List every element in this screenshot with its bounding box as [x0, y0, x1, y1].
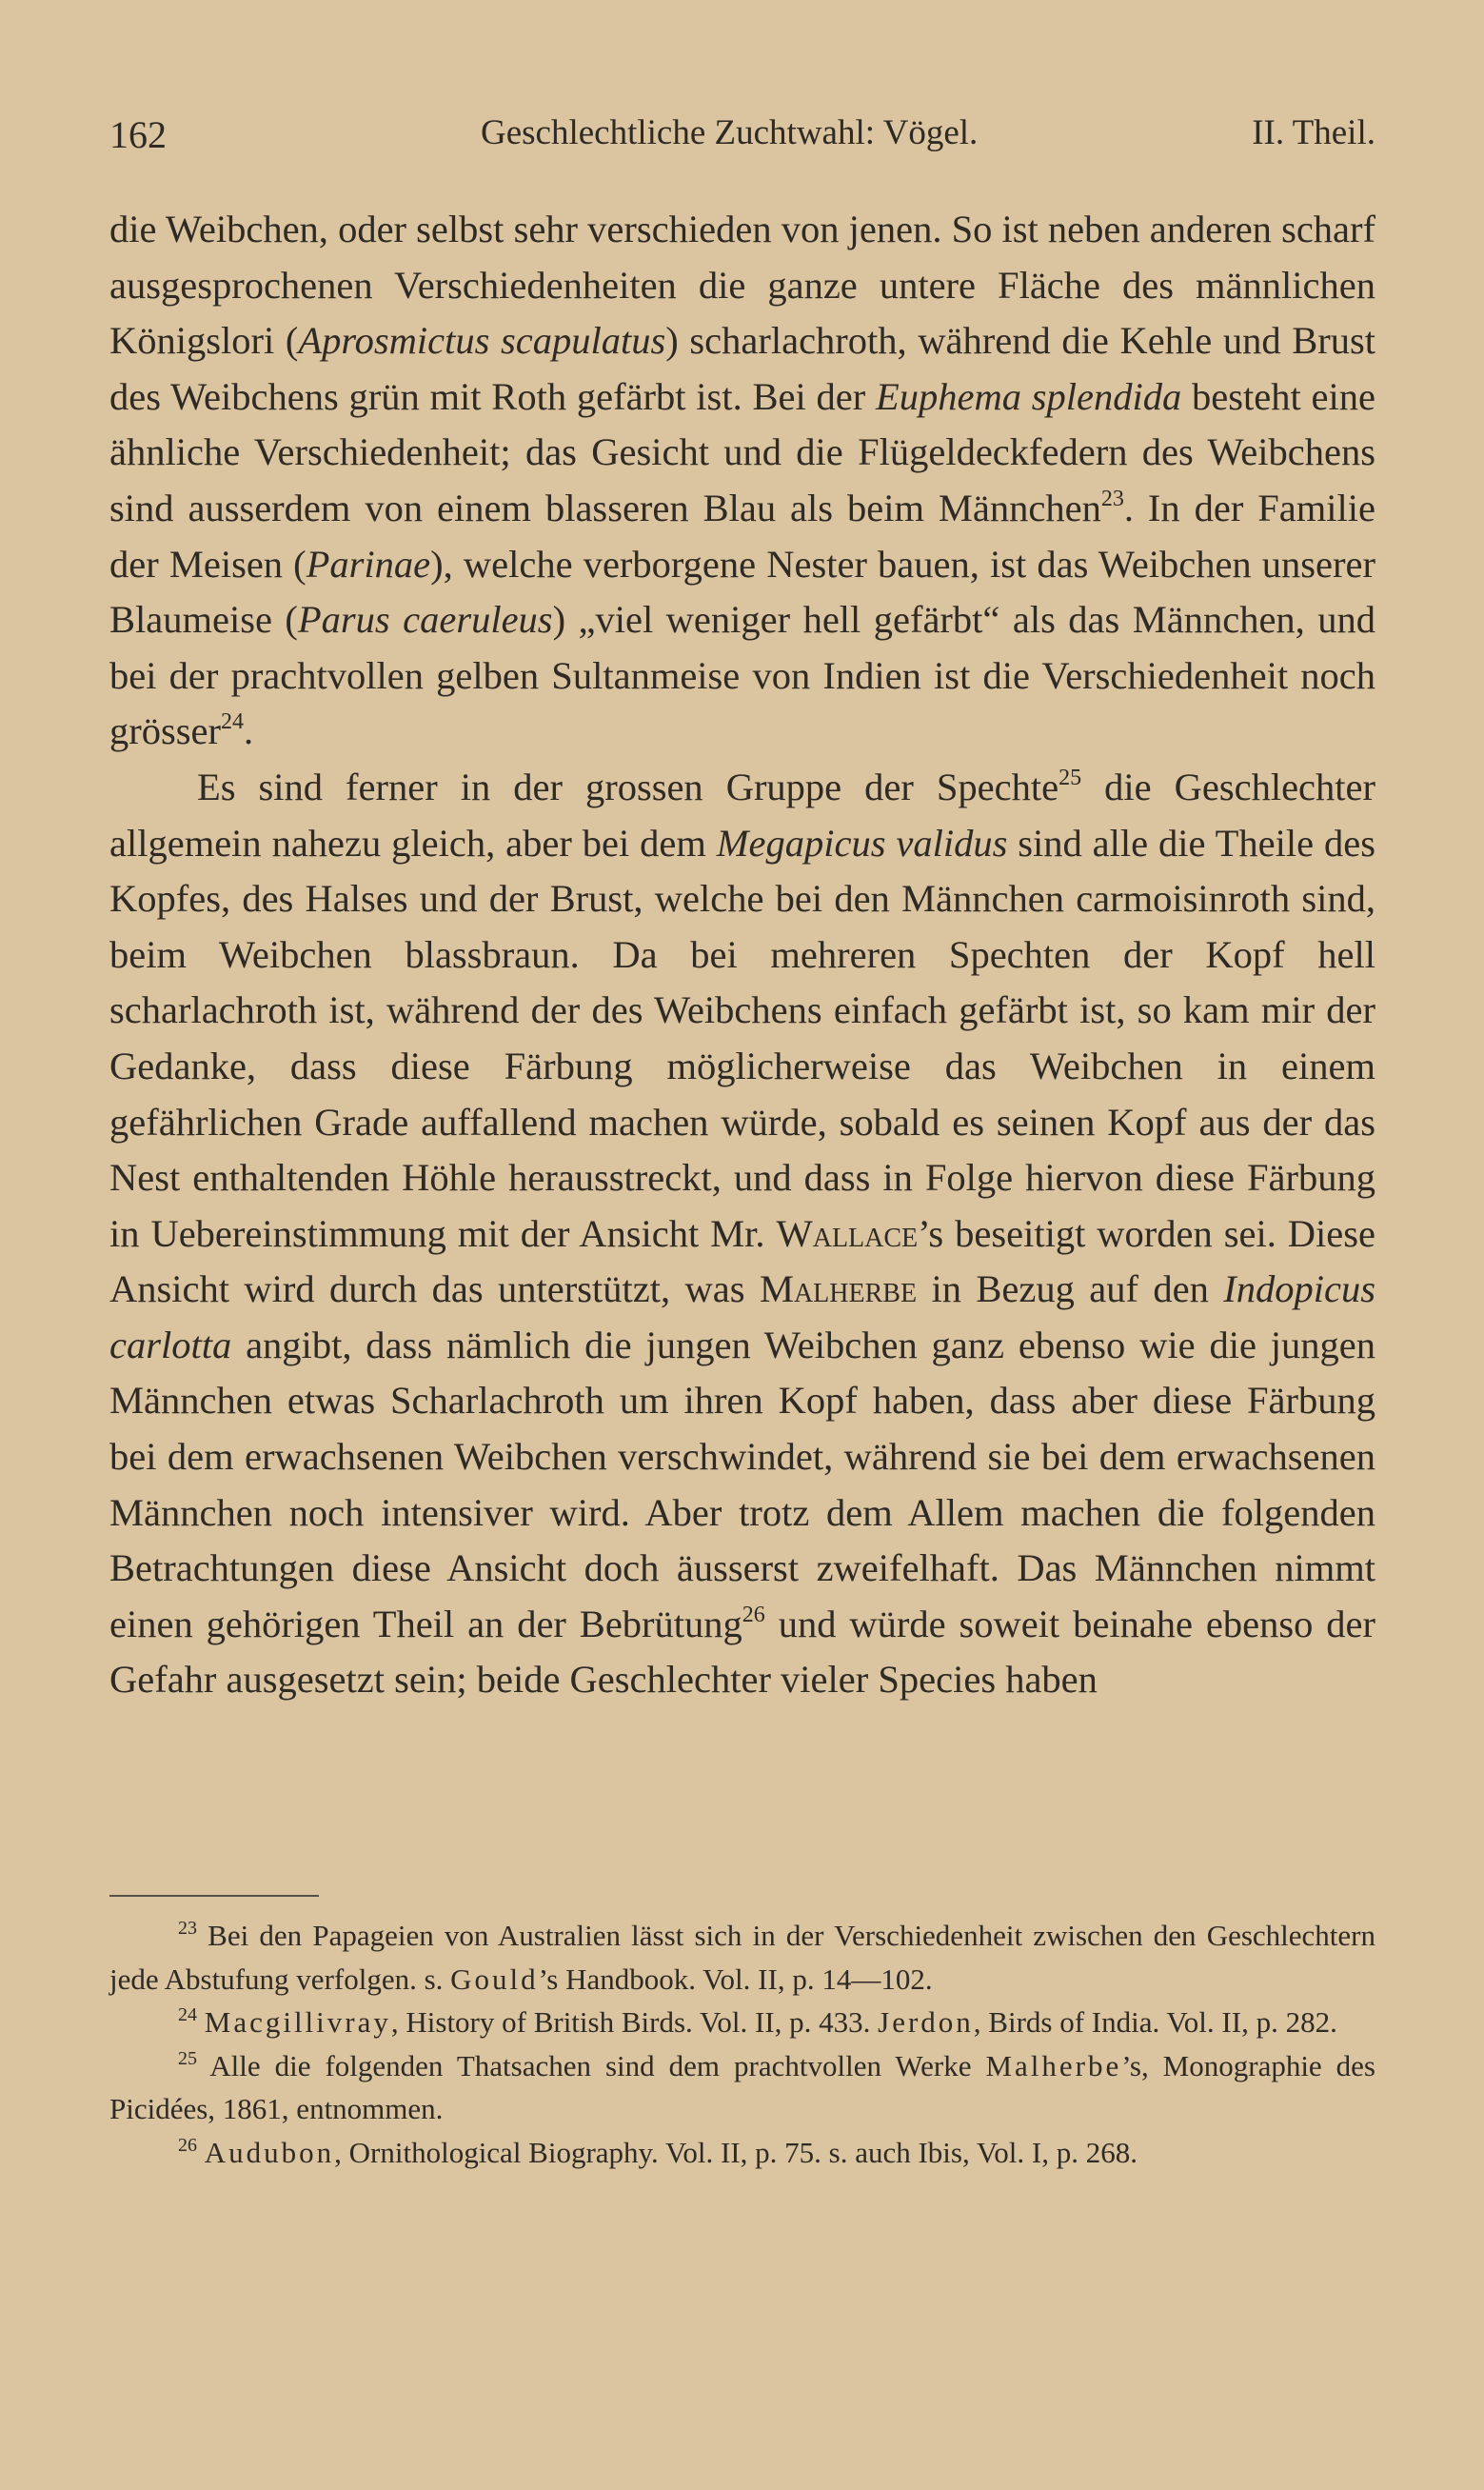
text-run: Es sind ferner in der grossen Gruppe der Spechte: [197, 765, 1059, 808]
text-run: und würde soweit beinahe ebenso der Gefahr ausgesetzt sein; beide Geschlechter vieler Species haben: [109, 1602, 1375, 1702]
text-run: die Weibchen, oder selbst sehr verschieden von jenen. So ist neben anderen scharf ausgesprochenen Verschiedenheiten die ganze untere Fläche des männlichen Königslori (: [109, 208, 1375, 363]
text-run: Alle die folgenden Thatsachen sind dem prachtvollen Werke: [197, 2048, 986, 2082]
footnote-number: 24: [178, 2004, 197, 2025]
footnote-ref-25: 25: [1059, 765, 1082, 790]
species-name: Megapicus validus: [716, 821, 1008, 865]
text-run: ), welche verborgene Nester bauen, ist das Weibchen unserer Blaumeise (: [109, 542, 1375, 642]
text-run: ) scharlachroth, während die Kehle und Brust des Weibchens grün mit Roth gefärbt ist. Bei der: [109, 319, 1375, 418]
footnote-number: 26: [178, 2134, 197, 2156]
footnote-number: 25: [178, 2047, 197, 2069]
page-number: 162: [109, 113, 167, 156]
text-run: in Bezug auf den: [917, 1267, 1224, 1311]
author-name: Jerdon: [878, 2005, 974, 2039]
footnote-24: [109, 2001, 1375, 2044]
species-name: Euphema splendida: [876, 374, 1182, 418]
text-run: , History of British Birds. Vol. II, p. 433.: [390, 2005, 879, 2039]
text-run: , Ornithological Biography. Vol. II, p. 75. s. auch Ibis, Vol. I, p. 268.: [334, 2135, 1138, 2169]
text-run: Bei den Papageien von Australien lässt sich in der Verschiedenheit zwischen den Geschlechtern jede Abstufung verfolgen. s.: [109, 1919, 1375, 1996]
footnote-ref-24: 24: [220, 709, 244, 735]
author-name: Audubon: [204, 2135, 335, 2169]
text-run: angibt, dass nämlich die jungen Weibchen ganz ebenso wie die jungen Männchen etwas Scharlachroth um ihren Kopf haben, dass aber diese Färbung bei dem erwachsenen Weibchen verschwindet, während sie bei dem erwachsenen Männchen noch intensiver wird. Aber trotz dem Allem machen die folgenden Betrachtungen diese Ansicht doch äusserst zweifelhaft. Das Männchen nimmt einen gehörigen Theil an der Bebrütung: [109, 1323, 1375, 1645]
author-name: Gould: [450, 1962, 539, 1996]
author-name: Malherbe: [985, 2048, 1122, 2082]
species-name: Parus caeruleus: [297, 598, 553, 642]
author-name: Macgillivray: [204, 2005, 391, 2039]
text-run: die Geschlechter allgemein nahezu gleich, aber bei dem: [109, 765, 1375, 865]
footnote-ref-23: 23: [1100, 486, 1124, 511]
main-text: [109, 202, 1375, 1708]
text-run: besteht eine ähnliche Verschiedenheit; das Gesicht und die Flügeldeckfedern des Weibchens sind ausserdem von einem blasseren Blau als beim Männchen: [109, 374, 1376, 529]
running-title: Geschlechtliche Zuchtwahl: Vögel.: [481, 113, 979, 152]
footnote-rule: [109, 1895, 319, 1897]
paragraph-1: [109, 202, 1375, 760]
text-run: ) „viel weniger hell gefärbt“ als das Männchen, und bei der prachtvollen gelben Sultanmeise von Indien ist die Verschiedenheit noch grösser: [109, 598, 1375, 753]
running-header: [109, 112, 1375, 169]
text-run: sind alle die Theile des Kopfes, des Halses und der Brust, welche bei den Männchen carmoisinroth sind, beim Weibchen blassbraun. Da bei mehreren Spechten der Kopf hell scharlachroth ist, während der des Weibchens einfach gefärbt ist, so kam mir der Gedanke, dass diese Färbung möglicherweise das Weibchen in einem gefährlichen Grade auffallend machen würde, sobald es seinen Kopf aus der das Nest enthaltenden Höhle herausstreckt, und dass in Folge hiervon diese Färbung in Uebereinstimmung mit der Ansicht Mr.: [109, 821, 1375, 1255]
text-run: ’s Handbook. Vol. II, p. 14—102.: [538, 1962, 933, 1996]
footnote-number: 23: [178, 1918, 197, 1939]
text-run: , Birds of India. Vol. II, p. 282.: [973, 2005, 1337, 2039]
text-run: ’s beseitigt worden sei. Diese Ansicht wird durch das unterstützt, was: [109, 1211, 1375, 1311]
text-run: .: [243, 709, 254, 753]
author-name: Malherbe: [759, 1267, 918, 1311]
footnote-23: [109, 1914, 1375, 2001]
species-name: Indopicus carlotta: [109, 1267, 1376, 1366]
footnote-ref-26: 26: [742, 1602, 765, 1627]
species-name: Aprosmictus scapulatus: [298, 319, 666, 363]
paragraph-2: [109, 760, 1375, 1708]
footnote-26: [109, 2131, 1375, 2175]
section-label: II. Theil.: [1252, 113, 1375, 152]
text-run: ’s, Monographie des Picidées, 1861, entnommen.: [109, 2048, 1376, 2125]
text-run: . In der Familie der Meisen (: [109, 486, 1375, 586]
taxon-name: Parinae: [306, 542, 431, 586]
author-name: Wallace: [776, 1211, 919, 1255]
footnote-25: [109, 2044, 1375, 2131]
footnotes: [109, 1914, 1375, 2174]
